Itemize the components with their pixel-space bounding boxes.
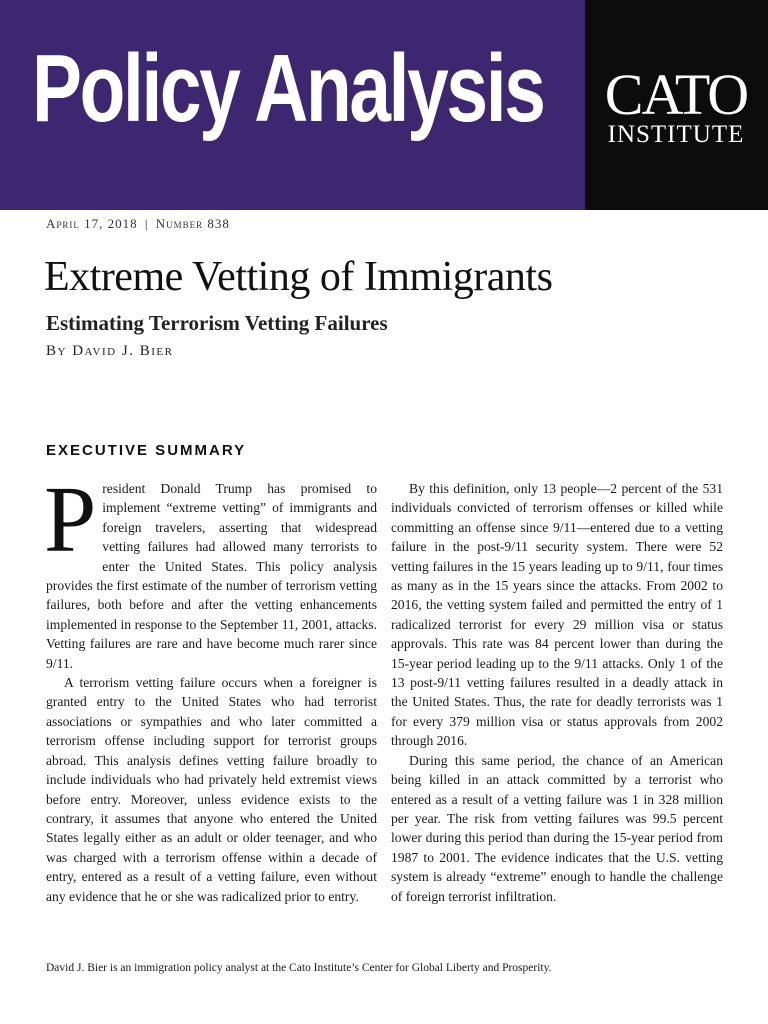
cato-institute-logo	[596, 62, 756, 148]
issue-meta	[46, 216, 230, 232]
summary-paragraph-4: During this same period, the chance of an American being killed in an attack committed by a terrorist who entered as a result of a vetting failure was 1 in 328 million per year. The risk from vetting failures was 99.5 percent lower during this period than during the 15-year period from 1987 to 2001. The evidence indicates that the U.S. vetting system is already “extreme” enough to handle the challenge of foreign terrorist infiltration.	[391, 752, 723, 904]
document-subtitle: Estimating Terrorism Vetting Failures	[46, 311, 388, 335]
logo-subtext: INSTITUTE	[607, 121, 745, 148]
meta-separator: |	[144, 216, 149, 231]
drop-cap: P	[44, 468, 97, 572]
issue-number: Number 838	[155, 216, 230, 231]
author-footnote: David J. Bier is an immigration policy analyst at the Cato Institute’s Center for Global Liberty and Prosperity.	[46, 962, 552, 974]
executive-summary-heading: EXECUTIVE SUMMARY	[46, 442, 247, 459]
summary-column-right	[391, 479, 723, 906]
summary-paragraph-3: By this definition, only 13 people—2 percent of the 531 individuals convicted of terrorism offenses or killed while committing an offense since 9/11—entered due to a vetting failure in the post-9/11 security system. There were 52 vetting failures in the 15 years leading up to 9/11, four times as many as in the 15 years since the attacks. From 2002 to 2016, the vetting system failed and permitted the entry of 1 radicalized terrorist for every 29 million visa or status approvals. This rate was 84 percent lower than during the 15-year period leading up to the 9/11 attacks. Only 1 of the 13 post-9/11 vetting failures resulted in a deadly attack in the United States. Thus, the rate for deadly terrorists was 1 for every 379 million visa or status approvals from 2002 through 2016.	[391, 481, 723, 749]
masthead-banner	[0, 0, 768, 210]
summary-paragraph-2: A terrorism vetting failure occurs when a foreigner is granted entry to the United States who had terrorist associations or sympathies and who later committed a terrorism offense including support for terrorist groups abroad. This analysis defines vetting failure broadly to include individuals who had privately held extremist views before entry. Moreover, unless evidence exists to the contrary, it assumes that anyone who entered the United States legally either as an adult or older teenager, and who was charged with a terrorism offense within a decade of entry, entered as a result of a vetting failure, even without any evidence that he or she was radicalized prior to entry.	[46, 675, 377, 904]
author-byline: By David J. Bier	[46, 343, 174, 359]
summary-column-left	[44, 468, 377, 906]
issue-date: April 17, 2018	[46, 216, 138, 231]
document-title: Extreme Vetting of Immigrants	[44, 254, 553, 300]
masthead-purple-panel	[0, 0, 585, 210]
logo-wordmark: CATO	[604, 62, 748, 127]
summary-paragraph-1	[44, 468, 377, 673]
series-title: Policy Analysis	[32, 35, 544, 142]
summary-paragraph-1-text: resident Donald Trump has promised to implement “extreme vetting” of immigrants and foreign travelers, asserting that widespread vetting failures had allowed many terrorists to enter the United States. This policy analysis provides the first estimate of the number of terrorism vetting failures, both before and after the vetting enhancements implemented in response to the September 11, 2001, attacks. Vetting failures are rare and have become much rarer since 9/11.	[46, 481, 377, 671]
